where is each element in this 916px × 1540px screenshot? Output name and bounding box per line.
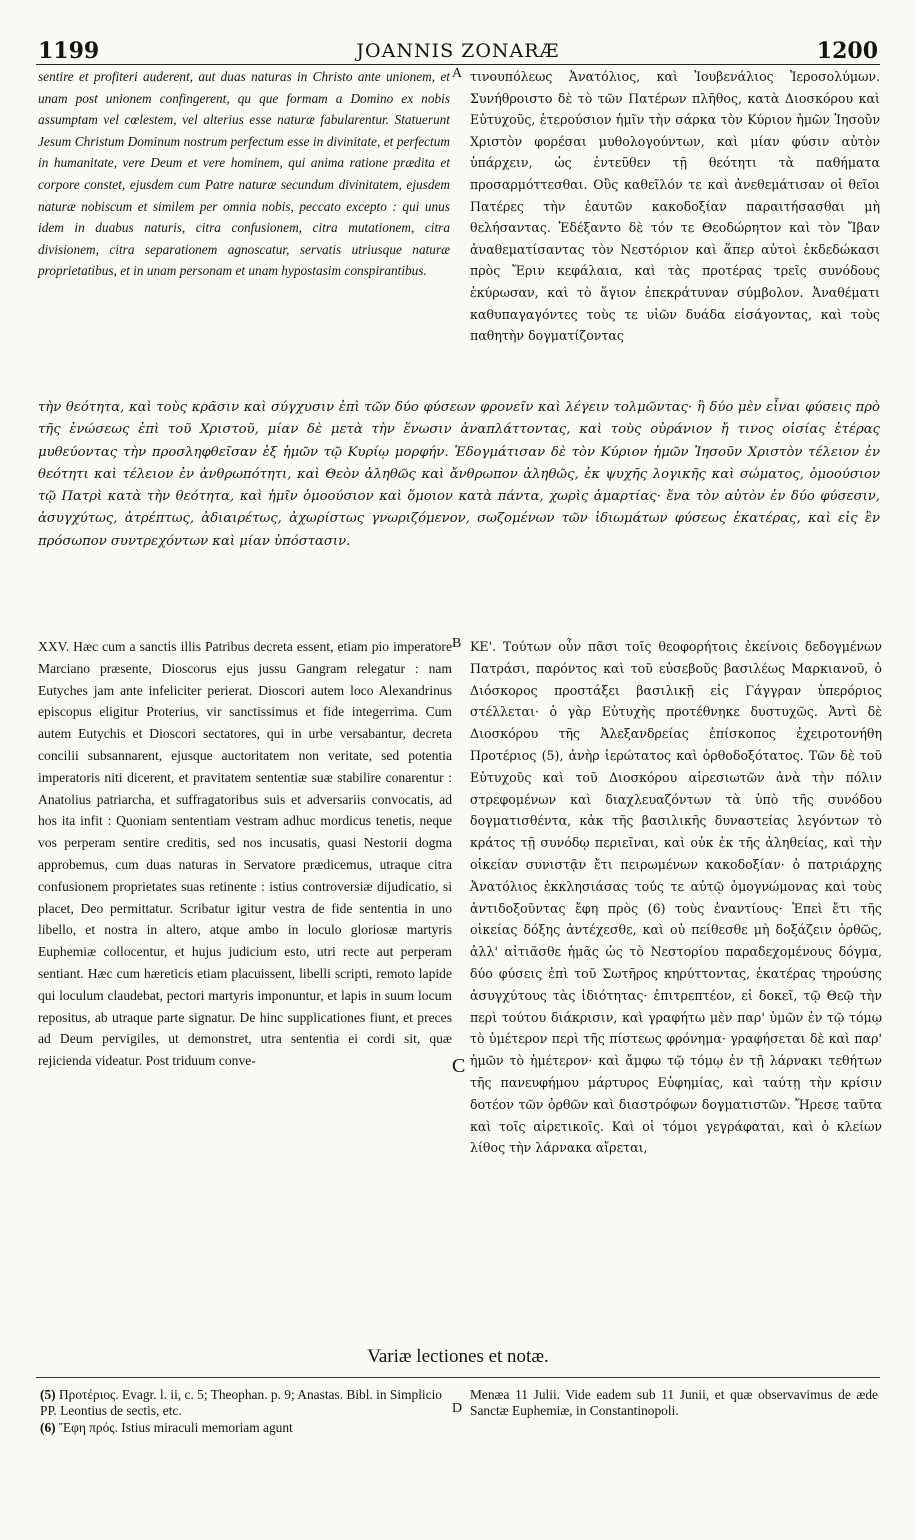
page-header [36,38,880,65]
greek-column-lower: ΚΕ'. Τούτων οὖν πᾶσι τοῖς θεοφορήτοις ἐκείνοις δεδογμένων Πατράσι, παρόντος καὶ τοῦ εὐσεβοῦς βασιλέως Μαρκιανοῦ, ὁ Διόσκορος προστάξει βασιλικῇ εἰς Γάγγραν ὑπερόριος στέλλεται· ὁ γὰρ Εὐτυχὴς προτέθνηκε δυστυχῶς. Ἀντὶ δὲ Διοσκόρου τῆς Ἀλεξανδρείας ἐπίσκοπος ἐχειροτονήθη Προτέριος (5), ἀνὴρ ἱερώτατος καὶ ὀρθοδοξότατος. Τῶν δὲ τοῦ Εὐτυχοῦς καὶ τοῦ Διοσκόρου αἱρεσιωτῶν ἀνὰ τὴν πόλιν στρεφομένων καὶ διαχλευαζόντων τὰ ὑπὸ τῆς συνόδου δογματισθέντα, κἀκ τῆς βασιλικῆς δυναστείας λεγόντων τὸ κράτος τῇ συνόδῳ περιεῖναι, καὶ οὐκ ἐκ τῆς ἀληθείας, καὶ τὴν οἰκείαν συνιστᾷν ἔτι πειρωμένων κακοδοξίαν· ὁ πατριάρχης Ἀνατόλιος ἐκκλησιάσας τούς τε αὐτῷ ὁμογνώμονας καὶ τοὺς ἀντιδοξοῦντας ἔφη πρὸς (6) τοὺς ἐναντίους· Ἐπεὶ ἔτι τῆς οἰκείας δόξης ἀντέχεσθε, καὶ οὐ πείθεσθε μὴ δοξάζειν ὀρθῶς, ἀλλ' αἰτιᾶσθε ἡμᾶς ὡς τὸ Νεστορίου παραδεχομένους δόγμα, δύο φύσεις ἐπὶ τοῦ Σωτῆρος κηρύττοντας, ἑκατέρας τηρούσης ἀσυγχύτους τὰς ἰδιότητας· ἐπιτρεπτέον, εἰ δοκεῖ, τῷ Θεῷ τὴν περὶ τούτου διάκρισιν, καὶ γραφήτω μὲν παρ' ὑμῶν ἐν τῷ τόμῳ τὸ ὑμέτερον περὶ τῆς πίστεως φρόνημα· γραφήσεται δὲ καὶ παρ' ἡμῶν τὸ ἡμέτερον· καὶ ἄμφω τῷ τόμῳ ἐν τῇ λάρνακι τεθήτων τῆς πανευφήμου μάρτυρος Εὐφημίας, καὶ ταύτῃ τὴν κρίσιν δοτέον τῶν ὀρθῶν καὶ διαστρόφων δογματιστῶν. Ἤρεσε ταῦτα καὶ τοῖς αἱρετικοῖς. Καὶ οἱ τόμοι γεγράφαται, καὶ ὁ κλείων λίθος τὴν λάρνακα αἴρεται, [470,639,882,1156]
notes-right-column: Menæa 11 Julii. Vide eadem sub 11 Junii, et quæ observavimus de æde Sanctæ Euphemiæ, in Constantinopoli. [470,1387,878,1418]
note-6-number: (6) [40,1420,56,1435]
note-5-text: Προτέριος. Evagr. l. ii, c. 5; Theophan. p. 9; Anastas. Bibl. in Simplicio PP. Leontius de sectis, etc. [40,1387,443,1418]
greek-column-upper: τινουπόλεως Ἀνατόλιος, καὶ Ἰουβενάλιος Ἱεροσολύμων. Συνήθροιστο δὲ τὸ τῶν Πατέρων πλῆθος, κατὰ Διοσκόρου καὶ Εὐτυχοῦς, ἑτερούσιον ἡμῖν τὴν σάρκα τὸν Κύριον ἡμῶν Ἰησοῦν Χριστὸν φορέσαι μυθολογούντων, καὶ μίαν φύσιν αὐτὸν ὑπάρχειν, ὡς ἐντεῦθεν τῇ θεότητι τὰ παθήματα προσαρμόττεσθαι. Οὓς καθεῖλόν τε καὶ ἀνεθεμάτισαν οἱ θεῖοι Πατέρες τὴν ἑαυτῶν κακοδοξίαν παραιτήσασθαι μὴ θελήσαντας. Ἐδέξαντο δὲ τόν τε Θεοδώρητον καὶ τὸν Ἴβαν ἀναθεματίσαντας τὸν Νεστόριον καὶ ἅπερ αὐτοὶ ἐκδεδώκασι πρὸς Ἔριν κεφάλαια, καὶ τὰς προτέρας τρεῖς συνόδους ἐκύρωσαν, καὶ τὸ ἅγιον ἐπεκράτυναν σύμβολον. Ἀναθέματι καθυπαγαγόντες τοὺς τε υἱῶν δυάδα εἰσάγοντας, καὶ τοὺς παθητὴν δογματίζοντας [470,69,880,344]
latin-column-upper: sentire et profiteri auderent, aut duas naturas in Christo ante unionem, et unam post unionem confingerent, qu que formam a Domino ex nobis assumptam vel cœlestem, vel alterius esse naturæ fabularentur. Statuerunt Jesum Christum Dominum nostrum perfectum esse in divinitate, et perfectum in humanitate, vere Deum et vere hominem, qui anima ratione prædita et corpore constet, ejusdem cum Patre naturæ secundum divinitatem, ejusdem naturæ nobiscum et similem per omnia nobis, peccato excepto : qui unus idem in duabus naturis, citra confusionem, citra mutationem, citra divisionem, citra separationem agnoscatur, servatis utriusque naturæ proprietatibus, et in unam personam et unam hypostasim conspirantibus. [38,69,450,279]
note-5 [40,1387,442,1418]
section-marker-d: D [452,1401,463,1416]
running-title: JOANNIS ZONARÆ [356,40,560,62]
latin-column-lower: XXV. Hæc cum a sanctis illis Patribus decreta essent, etiam pio imperatore Marciano præsente, Dioscorus ejus jussu Gangram relegatur : nam Eutyches jam ante infeliciter perierat. Dioscori autem loco Alexandrinus episcopus eligitur Proterius, vir sanctissimus et fide integerrima. Cum autem Eutychis et Dioscori sectatores, qui in urbe versabantur, decreta concilii subsannarent, ejusque auctoritatem non veritate, sed potentia imperatoris niti dicerent, et pravitatem sententiæ suæ stabilire conarentur : Anatolius patriarcha, et suffragatoribus suis et adversariis convocatis, ad hos ita infit : Quoniam sententiam vestram adhuc mordicus tenetis, neque vos perperam sentire creditis, sed nos incusatis, quasi Nestorii dogma approbemus, cum duas naturas in Servatore prædicemus, utraque citra confusionem proprietates suas retinente : istius controversiæ dijudicatio, si placet, Deo permittatur. Scribatur igitur vestra de fide sententia in uno libello, et nostra in altero, atque ambo in loculo gloriosæ martyris Euphemiæ collocentur, et hujus judicium esto, utri recte aut perperam sentiant. Hæc cum hæreticis etiam placuissent, libelli scripti, remoto lapide qui loculum claudebat, pectori martyris imponuntur, et lapis in suum locum repositus, ab utraque parte signatur. De hinc supplicationes fiunt, et preces ad Deum pervigiles, ut demonstret, utra sententia ei cordi sit, quæ rejicienda videatur. Post triduum conve- [38,639,452,1069]
section-marker-b: B [452,636,462,651]
right-page-number: 1200 [816,38,878,64]
greek-full-width-passage: τὴν θεότητα, καὶ τοὺς κρᾶσιν καὶ σύγχυσιν ἐπὶ τῶν δύο φύσεων φρονεῖν καὶ λέγειν τολμῶντας· ἢ δύο μὲν εἶναι φύσεις πρὸ τῆς ἑνώσεως ἐπὶ τοῦ Χριστοῦ, μίαν δὲ μετὰ τὴν ἕνωσιν ἀναπλάττοντας, καὶ τοὺς οὐράνιον ἤ τινος οἰσίας ἑτέρας μυθεύοντας τὴν προσληφθεῖσαν ἐξ ἡμῶν τῷ Κυρίῳ μορφήν. Ἐδογμάτισαν δὲ τὸν Κύριον ἡμῶν Ἰησοῦν Χριστὸν τέλειον ἐν θεότητι καὶ τέλειον ἐν ἀνθρωπότητι, καὶ Θεὸν ἀληθῶς καὶ ἄνθρωπον ἀληθῶς, ἐκ ψυχῆς λογικῆς καὶ σώματος, ὁμοούσιον τῷ Πατρὶ κατὰ τὴν θεότητα, καὶ ἡμῖν ὁμοούσιον καὶ ὅμοιον κατὰ πάντα, χωρὶς ἁμαρτίας· ἕνα τὸν αὐτὸν ἐν δύο φύσεσιν, ἀσυγχύτως, ἀτρέπτως, ἀδιαιρέτως, ἀχωρίστως γνωριζόμενον, σωζομένων τῶν ἰδιωμάτων φύσεως ἑκατέρας, καὶ εἰς ἓν πρόσωπον συντρεχόντων καὶ μίαν ὑπόστασιν. [38,400,880,549]
note-5-number: (5) [40,1387,56,1402]
notes-left-column [40,1387,442,1438]
section-marker-c: C [452,1055,466,1077]
note-6 [40,1420,442,1436]
notes-title: Variæ lectiones et notæ. [367,1346,549,1367]
note-6-text: Ἔφη πρός. Istius miraculi memoriam agunt [58,1420,293,1435]
notes-divider [36,1377,880,1378]
section-marker-a: A [452,66,463,81]
left-page-number: 1199 [38,38,100,64]
